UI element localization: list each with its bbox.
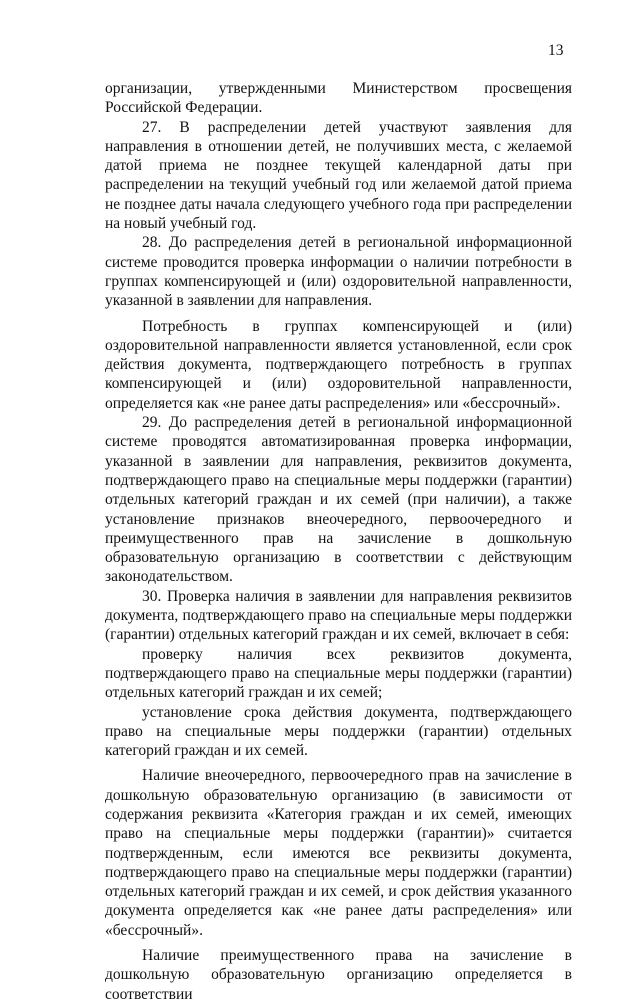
paragraph-need-established: Потребность в группах компенсирующей и (или) оздоровительной направленности является установленной, если срок действия документа, подтверждающего потребность в группах компенсирующей и (или) оздоровительной направленности, определяется как «не ранее даты распределения» или «бессрочный». [105, 317, 572, 412]
paragraph-preferential-right: Наличие преимущественного права на зачисление в дошкольную образовательную организацию определяется в соответствии [105, 947, 572, 1003]
paragraph-item-27: 27. В распределении детей участвуют заявления для направления в отношении детей, не получивших места, с желаемой датой приема не позднее текущей календарной даты при распределении на текущий учебный год или желаемой датой приема не позднее даты начала следующего учебного года при распределении на новый учебный год. [105, 118, 572, 233]
paragraph-check-requisites: проверку наличия всех реквизитов документа, подтверждающего право на специальные меры поддержки (гарантии) отдельных категорий граждан и их семей; [105, 645, 572, 702]
paragraph-item-28: 28. До распределения детей в региональной информационной системе проводится проверка информации о наличии потребности в группах компенсирующей и (или) оздоровительной направленности, указанной в заявлении для направления. [105, 234, 572, 310]
document-body [105, 79, 572, 1004]
page-number: 13 [548, 42, 564, 59]
paragraph-item-30: 30. Проверка наличия в заявлении для направления реквизитов документа, подтверждающего право на специальные меры поддержки (гарантии) отдельных категорий граждан и их семей, включает в себя: [105, 587, 572, 644]
paragraph-continuation: организации, утвержденными Министерством просвещения Российской Федерации. [105, 80, 572, 117]
paragraph-priority-rights: Наличие внеочередного, первоочередного прав на зачисление в дошкольную образовательную организацию (в зависимости от содержания реквизита «Категория граждан и их семей, имеющих право на специальные меры поддержки (гарантии)» считается подтвержденным, если имеются все реквизиты документа, подтверждающего право на специальные меры поддержки (гарантии) отдельных категорий граждан и их семей, и срок действия указанного документа определяется как «не ранее даты распределения» или «бессрочный». [105, 767, 572, 939]
paragraph-validity-period: установление срока действия документа, подтверждающего право на специальные меры поддержки (гарантии) отдельных категорий граждан и их семей. [105, 703, 572, 760]
paragraph-item-29: 29. До распределения детей в региональной информационной системе проводятся автоматизированная проверка информации, указанной в заявлении для направления, реквизитов документа, подтверждающего право на специальные меры поддержки (гарантии) отдельных категорий граждан и их семей (при наличии), а также установление признаков внеочередного, первоочередного и преимущественного прав на зачисление в дошкольную образовательную организацию в соответствии с действующим законодательством. [105, 414, 572, 586]
